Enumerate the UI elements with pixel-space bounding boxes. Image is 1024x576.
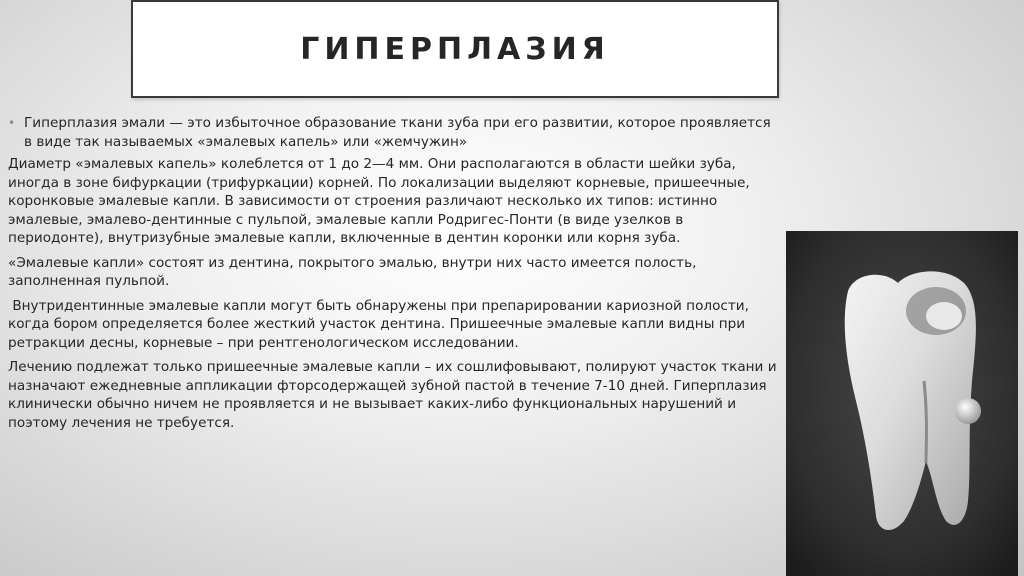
paragraph-composition: «Эмалевые капли» состоят из дентина, покрытого эмалью, внутри них часто имеется полость, заполненная пульпой. <box>8 254 697 289</box>
bullet-text: Гиперплазия эмали — это избыточное образование ткани зуба при его развитии, которое проявляется в виде так называемых «эмалевых капель» или «жемчужин» <box>24 115 771 150</box>
bullet-icon: • <box>8 116 16 130</box>
enamel-pearl <box>955 398 981 424</box>
paragraph-detection: Внутридентинные эмалевые капли могут быть обнаружены при препарировании кариозной полости, когда бором определяется более жесткий участок дентина. Пришеечные эмалевые капли видны при ретракции десны, корневые – при рентгенологическом исследовании. <box>8 297 754 351</box>
bullet-item <box>8 114 780 151</box>
crown-cusp <box>926 302 962 330</box>
paragraph-treatment: Лечению подлежат только пришеечные эмалевые капли – их сошлифовывают, полируют участок ткани и назначают ежедневные аппликации фторсодержащей зубной пастой в течение 7-10 дней. Гиперплазия клинически обычно ничем не проявляется и не вызывает каких-либо функциональных нарушений и поэтому лечения не требуется. <box>8 359 777 431</box>
slide-title: ГИПЕРПЛАЗИЯ <box>300 31 610 67</box>
tooth-photo <box>786 231 1018 576</box>
title-box <box>131 0 779 98</box>
slide-body <box>8 114 780 438</box>
paragraph-diameter: Диаметр «эмалевых капель» колеблется от 1 до 2—4 мм. Они располагаются в области шейки зуба, иногда в зоне бифуркации (трифуркации) корней. По локализации выделяют корневые, пришеечные, коронковые эмалевые капли. В зависимости от строения различают несколько их типов: истинно эмалевые, эмалево-дентинные с пульпой, эмалевые капли Родригес-Понти (в виде узелков в периодонте), внутризубные эмалевые капли, включенные в дентин коронки или корня зуба. <box>8 156 750 246</box>
